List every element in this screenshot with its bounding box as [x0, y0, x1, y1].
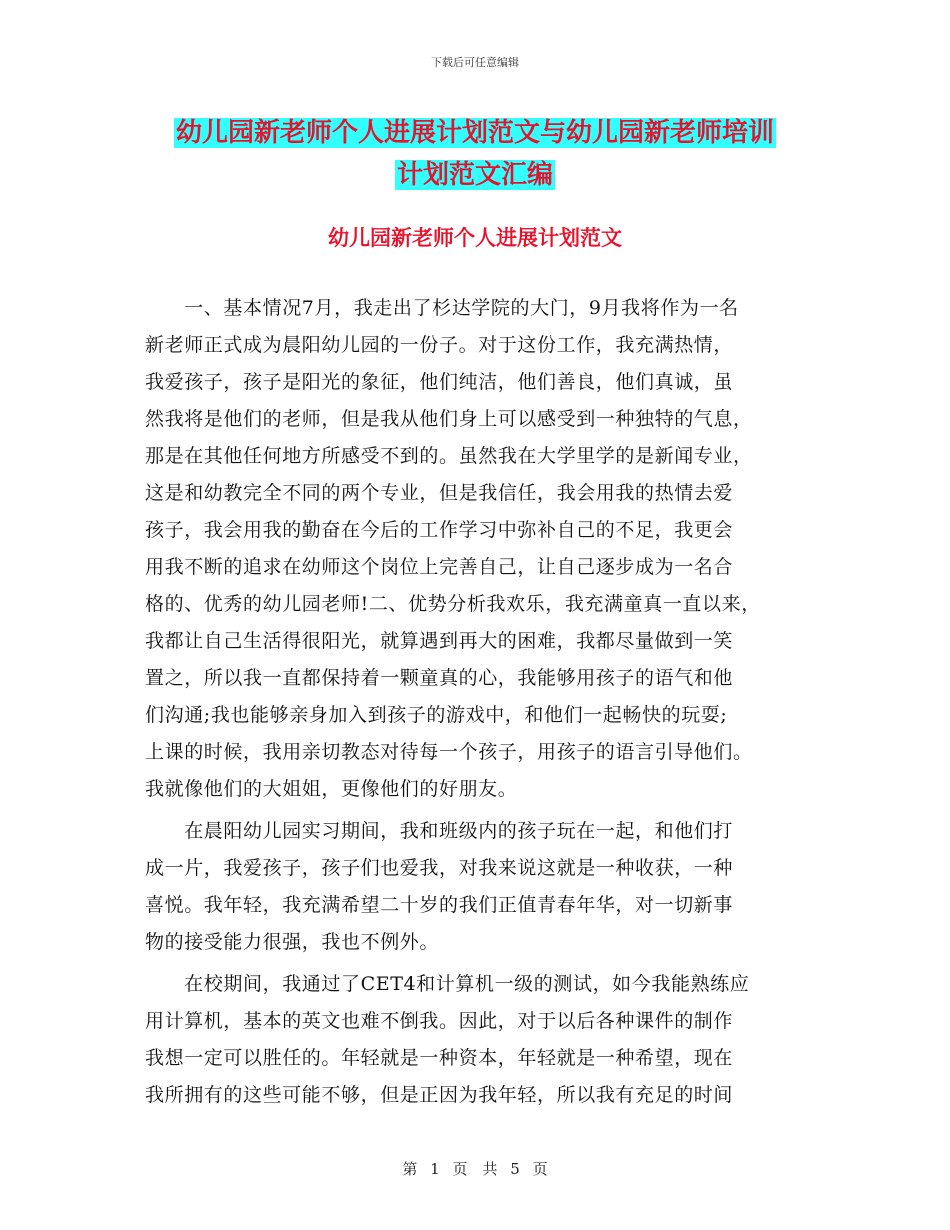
document-title-text-1: 幼儿园新老师个人进展计划范文与幼儿园新老师培训	[175, 118, 774, 148]
body-line: 用我不断的追求在幼师这个岗位上完善自己，让自己逐步成为一名合	[145, 556, 734, 578]
body-line: 们沟通;我也能够亲身加入到孩子的游戏中，和他们一起畅快的玩耍;	[145, 704, 728, 726]
document-title-line-1	[0, 114, 950, 152]
body-line: 孩子，我会用我的勤奋在今后的工作学习中弥补自己的不足，我更会	[145, 519, 734, 541]
body-line: 成一片，我爱孩子，孩子们也爱我，对我来说这就是一种收获，一种	[145, 857, 734, 879]
body-line: 用计算机，基本的英文也难不倒我。因此，对于以后各种课件的制作	[145, 1010, 734, 1032]
body-line: 格的、优秀的幼儿园老师!二、优势分析我欢乐，我充满童真一直以来，	[145, 593, 761, 615]
body-line: 然我将是他们的老师，但是我从他们身上可以感受到一种独特的气息，	[145, 408, 753, 430]
footer-suffix: 页	[532, 1160, 548, 1178]
header-note: 下载后可任意编辑	[431, 56, 519, 69]
body-line: 一、基本情况7月，我走出了杉达学院的大门，9月我将作为一名	[145, 297, 739, 319]
footer-prefix: 第	[402, 1160, 418, 1178]
footer-middle: 页 共	[452, 1160, 498, 1178]
body-line: 置之，所以我一直都保持着一颗童真的心，我能够用孩子的语气和他	[145, 667, 734, 689]
body-line: 在晨阳幼儿园实习期间，我和班级内的孩子玩在一起，和他们打	[145, 820, 734, 842]
body-line: 在校期间，我通过了CET4和计算机一级的测试，如今我能熟练应	[145, 973, 750, 995]
body-line: 物的接受能力很强，我也不例外。	[145, 931, 440, 953]
body-line: 喜悦。我年轻，我充满希望二十岁的我们正值青春年华，对一切新事	[145, 894, 734, 916]
body-line: 这是和幼教完全不同的两个专业，但是我信任，我会用我的热情去爱	[145, 482, 734, 504]
footer-total-pages: 5	[510, 1160, 520, 1178]
body-line: 上课的时候，我用亲切教态对待每一个孩子，用孩子的语言引导他们。	[145, 741, 753, 763]
body-line: 我所拥有的这些可能不够，但是正因为我年轻，所以我有充足的时间	[145, 1084, 734, 1106]
body-line: 我想一定可以胜任的。年轻就是一种资本，年轻就是一种希望，现在	[145, 1047, 734, 1069]
body-line: 我都让自己生活得很阳光，就算遇到再大的困难，我都尽量做到一笑	[145, 630, 734, 652]
document-title-text-2: 计划范文汇编	[396, 160, 553, 190]
section-title: 幼儿园新老师个人进展计划范文	[328, 226, 622, 250]
document-title-line-2	[0, 156, 950, 194]
body-line: 新老师正式成为晨阳幼儿园的一份子。对于这份工作，我充满热情，	[145, 334, 734, 356]
footer-current-page: 1	[430, 1160, 440, 1178]
body-line: 那是在其他任何地方所感受不到的。虽然我在大学里学的是新闻专业，	[145, 445, 753, 467]
body-line: 我就像他们的大姐姐，更像他们的好朋友。	[145, 778, 518, 800]
body-line: 我爱孩子，孩子是阳光的象征，他们纯洁，他们善良，他们真诚，虽	[145, 371, 734, 393]
page-number-footer	[0, 1158, 950, 1179]
